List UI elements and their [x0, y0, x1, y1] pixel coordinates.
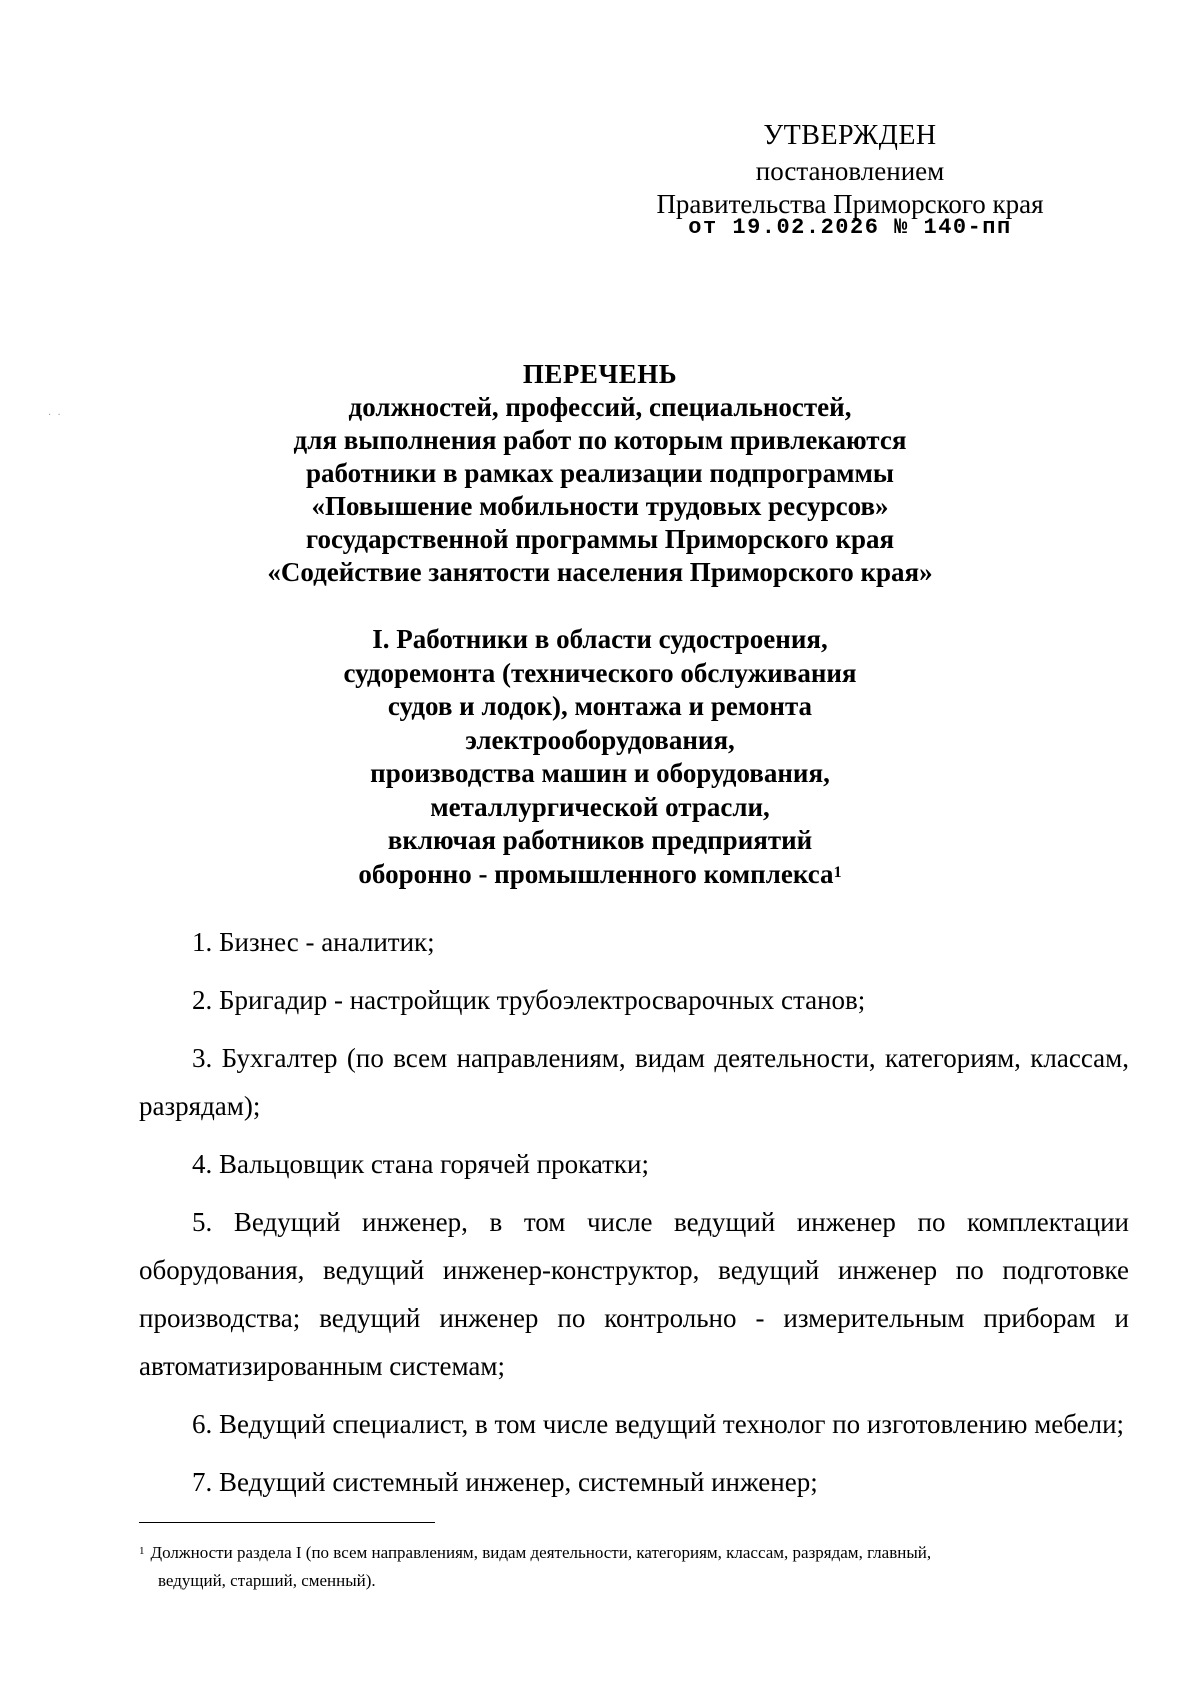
section-heading — [0, 623, 1200, 891]
section-line-last — [0, 858, 1200, 892]
title-line: «Повышение мобильности трудовых ресурсов» — [311, 491, 889, 521]
title-line: работники в рамках реализации подпрограммы — [305, 458, 895, 488]
section-line: судоремонта (технического обслуживания — [343, 657, 857, 688]
approval-government: Правительства Приморского края — [656, 189, 1044, 219]
section-last-text: оборонно - промышленного комплекса — [358, 858, 834, 889]
title-line: «Содействие занятости населения Приморского края» — [267, 557, 933, 587]
footnote-divider — [139, 1522, 435, 1523]
approval-heading: УТВЕРЖДЕН — [763, 120, 937, 151]
approval-date-number-stamp: от 19.02.2026 № 140-пп — [688, 215, 1012, 240]
footnote-line — [139, 1539, 1129, 1567]
positions-list — [139, 918, 1129, 1516]
section-line: электрооборудования, — [465, 724, 735, 755]
list-item: 4. Вальцовщик стана горячей прокатки; — [192, 1149, 649, 1179]
footnote-continuation: ведущий, старший, сменный). — [158, 1571, 376, 1590]
section-line: металлургической отрасли, — [430, 791, 770, 822]
document-title — [0, 358, 1200, 589]
list-item: 3. Бухгалтер (по всем направлениям, видам деятельности, категориям, классам, разрядам); — [139, 1043, 1129, 1121]
approval-by-decree: постановлением — [755, 156, 945, 186]
section-line: I. Работники в области судостроения, — [372, 624, 828, 654]
footnote-text: Должности раздела I (по всем направлениям, видам деятельности, категориям, классам, разрядам, главный, — [150, 1543, 932, 1562]
section-line: включая работников предприятий — [387, 825, 813, 855]
list-item: 1. Бизнес - аналитик; — [192, 927, 435, 957]
list-item: 2. Бригадир - настройщик трубоэлектросварочных станов; — [192, 985, 866, 1015]
approval-block — [560, 118, 1140, 239]
scan-speck: · · — [48, 410, 61, 421]
list-item: 5. Ведущий инженер, в том числе ведущий инженер по комплектации оборудования, ведущий инженер-конструктор, ведущий инженер по подготовке производства; ведущий инженер по контрольно - измерительным приборам и автоматизированным системам; — [139, 1207, 1129, 1381]
title-main: ПЕРЕЧЕНЬ — [522, 359, 678, 389]
section-line: производства машин и оборудования, — [370, 758, 830, 788]
list-item: 6. Ведущий специалист, в том числе ведущий технолог по изготовлению мебели; — [192, 1409, 1125, 1439]
title-line: государственной программы Приморского края — [305, 524, 895, 554]
list-item: 7. Ведущий системный инженер, системный инженер; — [192, 1467, 818, 1497]
footnote-reference[interactable]: 1 — [833, 863, 842, 881]
title-line: должностей, профессий, специальностей, — [348, 392, 852, 422]
footnote-mark: 1 — [139, 1545, 145, 1557]
title-line: для выполнения работ по которым привлекаются — [293, 425, 907, 455]
section-line: судов и лодок), монтажа и ремонта — [387, 691, 813, 721]
footnote — [139, 1539, 1129, 1595]
